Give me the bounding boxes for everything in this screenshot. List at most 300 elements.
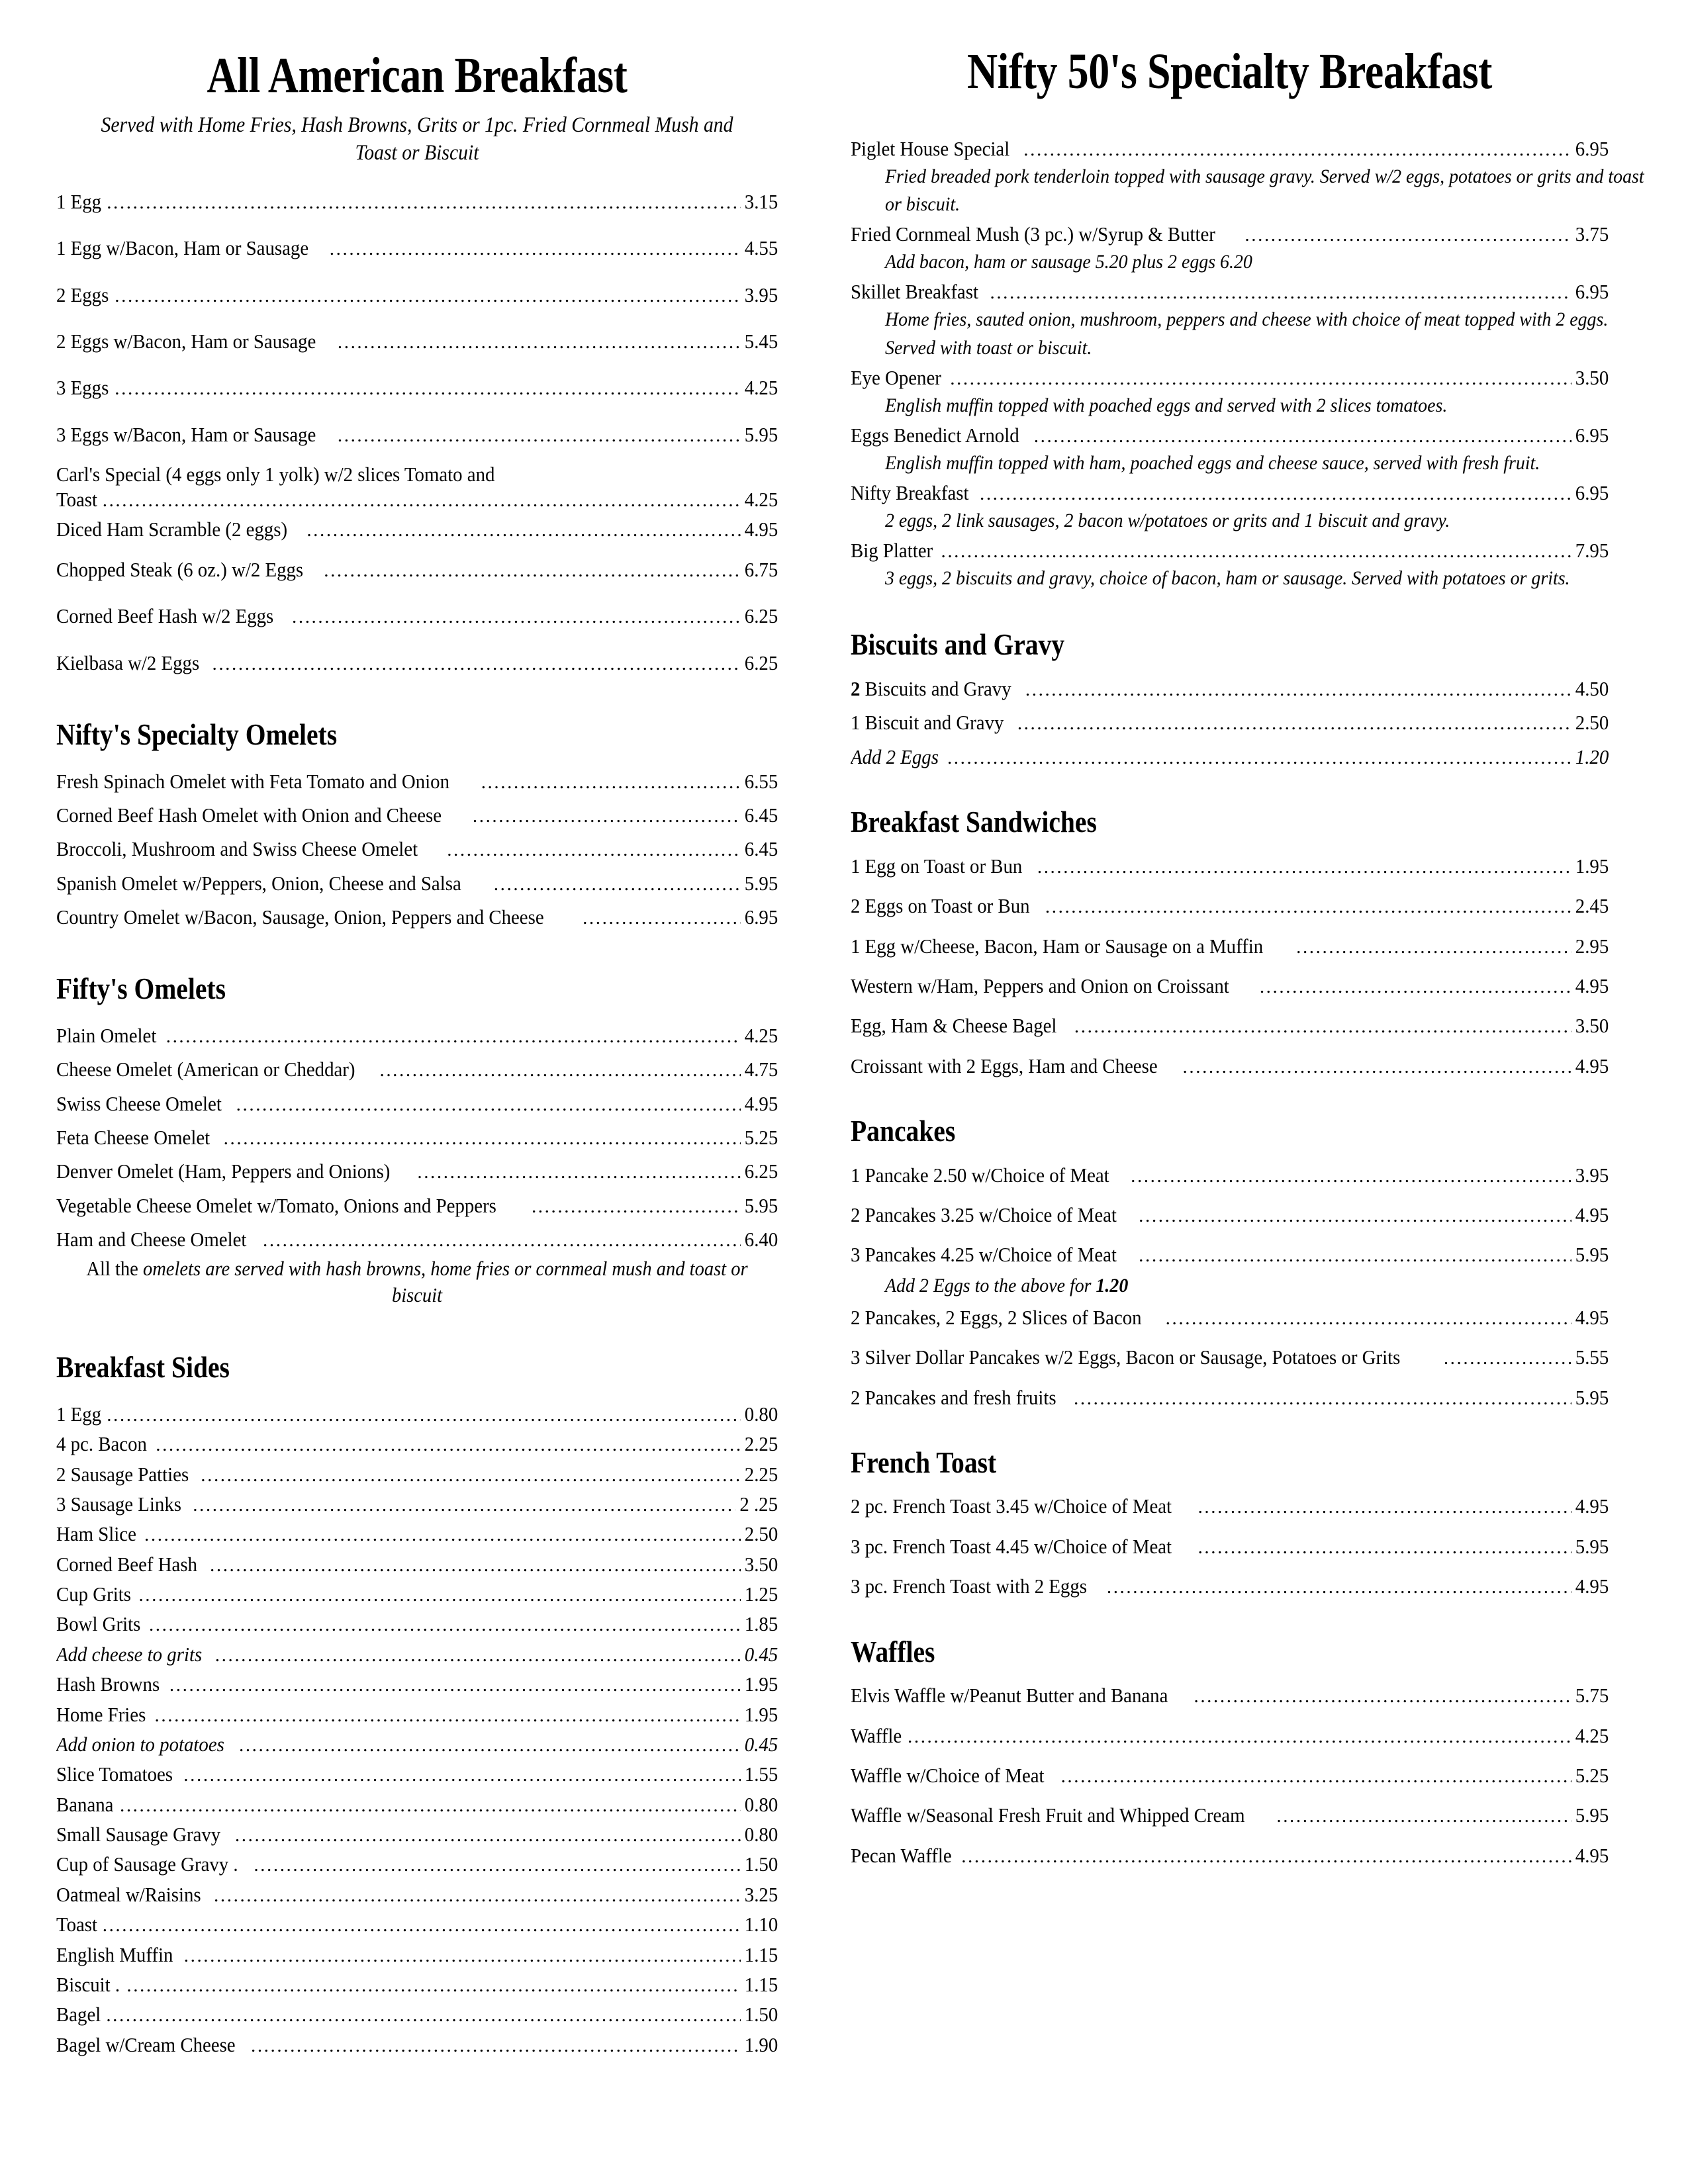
menu-item-row bbox=[56, 1642, 778, 1667]
menu-item-row bbox=[56, 1522, 778, 1547]
dot-leader bbox=[1260, 976, 1571, 999]
right-column-title: Nifty 50's Specialty Breakfast bbox=[966, 44, 1493, 99]
item-name: Pecan Waffle bbox=[851, 1843, 952, 1867]
dot-leader bbox=[156, 1433, 741, 1457]
menu-item-row bbox=[851, 974, 1609, 999]
item-name: 1 Egg on Toast or Bun bbox=[851, 854, 1023, 878]
menu-item-row bbox=[56, 1972, 778, 1997]
section-heading-breakfast-sides: Breakfast Sides bbox=[56, 1350, 230, 1385]
item-price: 4.25 bbox=[744, 376, 778, 400]
item-price: 1.85 bbox=[744, 1612, 778, 1636]
left-column-subtitle: Served with Home Fries, Hash Browns, Grits or 1pc. Fried Cornmeal Mush and Toast or Biscuit bbox=[101, 113, 733, 165]
item-price: 5.25 bbox=[744, 1126, 778, 1150]
item-name: 2 pc. French Toast 3.45 w/Choice of Meat bbox=[851, 1494, 1172, 1518]
item-price: 2 .25 bbox=[739, 1492, 778, 1516]
menu-item-row bbox=[56, 1125, 778, 1150]
item-price: 1.50 bbox=[744, 1852, 778, 1876]
item-price: 1.25 bbox=[744, 1582, 778, 1606]
item-price: 2.45 bbox=[1575, 894, 1609, 918]
item-name: Egg, Ham & Cheese Bagel bbox=[851, 1014, 1057, 1038]
dot-leader bbox=[1139, 1244, 1571, 1267]
menu-item-row bbox=[56, 1159, 778, 1184]
item-name: Banana bbox=[56, 1792, 114, 1816]
item-description: 3 eggs, 2 biscuits and gravy, choice of bacon, ham or sausage. Served with potatoes or grits. bbox=[885, 567, 1570, 589]
item-price: 4.95 bbox=[1575, 1843, 1609, 1867]
item-name-qty: 2 bbox=[851, 677, 861, 701]
dot-leader bbox=[583, 907, 741, 930]
item-name: Swiss Cheese Omelet bbox=[56, 1091, 222, 1115]
item-price: 5.95 bbox=[1575, 1385, 1609, 1409]
item-price: 4.95 bbox=[1575, 1305, 1609, 1329]
item-name: 3 pc. French Toast with 2 Eggs bbox=[851, 1574, 1087, 1598]
item-name: Feta Cheese Omelet bbox=[56, 1126, 211, 1150]
menu-item-row bbox=[851, 745, 1609, 770]
item-price: 0.45 bbox=[744, 1642, 778, 1666]
pancakes-add-eggs-amount: 1.20 bbox=[1096, 1274, 1129, 1297]
dot-leader bbox=[1131, 1165, 1571, 1188]
menu-item-row bbox=[56, 1912, 778, 1937]
dot-leader bbox=[103, 1914, 741, 1937]
item-name: Kielbasa w/2 Eggs bbox=[56, 651, 200, 674]
dot-leader bbox=[224, 1127, 741, 1150]
item-name: Eye Opener bbox=[851, 365, 941, 389]
pancakes-list bbox=[851, 1163, 1609, 1410]
item-name: 1 Egg bbox=[56, 1402, 102, 1426]
dot-leader bbox=[980, 482, 1571, 506]
dot-leader bbox=[254, 1854, 740, 1877]
menu-item-row bbox=[56, 557, 778, 582]
menu-item-row bbox=[56, 769, 778, 794]
item-name: Cheese Omelet (American or Cheddar) bbox=[56, 1058, 355, 1081]
breakfast-sandwiches-list bbox=[851, 854, 1609, 1079]
item-price: 0.45 bbox=[744, 1732, 778, 1756]
menu-item-row bbox=[56, 1492, 778, 1517]
menu-item-row bbox=[56, 1023, 778, 1048]
item-price: 2.25 bbox=[744, 1462, 778, 1486]
dot-leader bbox=[1198, 1536, 1571, 1559]
item-name: Skillet Breakfast bbox=[851, 280, 978, 304]
dot-leader bbox=[166, 1025, 741, 1048]
biscuits-and-gravy-list bbox=[851, 676, 1609, 770]
item-name: Western w/Ham, Peppers and Onion on Croissant bbox=[851, 974, 1229, 997]
menu-item-row bbox=[851, 480, 1609, 506]
dot-leader bbox=[1045, 895, 1571, 919]
dot-leader bbox=[138, 1584, 740, 1607]
menu-item-row bbox=[56, 1762, 778, 1787]
dot-leader bbox=[447, 839, 741, 862]
menu-item-row bbox=[851, 1203, 1609, 1228]
dot-leader bbox=[184, 1944, 741, 1968]
menu-item-row bbox=[56, 236, 778, 261]
item-price: 1.95 bbox=[744, 1672, 778, 1696]
specialty-omelets-list bbox=[56, 769, 778, 931]
dot-leader bbox=[481, 771, 741, 794]
item-price: 4.95 bbox=[1575, 974, 1609, 997]
item-price: 0.80 bbox=[744, 1402, 778, 1426]
menu-item-row bbox=[851, 676, 1609, 702]
item-name: 2 Pancakes and fresh fruits bbox=[851, 1385, 1056, 1409]
dot-leader bbox=[1061, 1765, 1571, 1788]
dot-leader bbox=[1183, 1056, 1571, 1079]
item-price: 4.25 bbox=[744, 1023, 778, 1047]
menu-item-row bbox=[851, 854, 1609, 879]
dot-leader bbox=[1017, 712, 1571, 735]
item-price: 1.95 bbox=[744, 1702, 778, 1726]
menu-item-row bbox=[851, 893, 1609, 919]
dot-leader bbox=[1444, 1347, 1571, 1370]
item-price: 6.75 bbox=[744, 557, 778, 581]
item-name: Toast bbox=[56, 1913, 98, 1936]
dot-leader bbox=[950, 367, 1571, 390]
item-name: Fried Cornmeal Mush (3 pc.) w/Syrup & Butter bbox=[851, 222, 1215, 246]
dot-leader bbox=[144, 1524, 741, 1547]
item-name: 3 Sausage Links bbox=[56, 1492, 181, 1516]
item-price: 4.50 bbox=[1575, 677, 1609, 701]
item-name: Nifty Breakfast bbox=[851, 480, 969, 504]
dot-leader bbox=[961, 1845, 1571, 1868]
item-price: 5.25 bbox=[1575, 1763, 1609, 1787]
item-price: 4.95 bbox=[744, 518, 778, 541]
item-price: 6.40 bbox=[744, 1228, 778, 1251]
dot-leader bbox=[120, 1794, 741, 1817]
dot-leader bbox=[338, 424, 741, 447]
item-name: 2 Eggs bbox=[56, 283, 109, 306]
item-description: English muffin topped with ham, poached eggs and cheese sauce, served with fresh fruit. bbox=[885, 451, 1540, 474]
item-price: 3.50 bbox=[1575, 1014, 1609, 1038]
item-name: Ham Slice bbox=[56, 1522, 136, 1546]
item-price: 2.95 bbox=[1575, 934, 1609, 958]
item-price: 3.25 bbox=[744, 1882, 778, 1906]
item-name: Small Sausage Gravy bbox=[56, 1823, 221, 1846]
menu-item-row bbox=[56, 1612, 778, 1637]
item-name: 3 Eggs bbox=[56, 376, 109, 400]
item-price: 3.50 bbox=[744, 1552, 778, 1576]
dot-leader bbox=[324, 559, 741, 582]
menu-item-row bbox=[851, 1385, 1609, 1410]
left-column-title: All American Breakfast bbox=[207, 48, 628, 103]
item-name: 4 pc. Bacon bbox=[56, 1432, 147, 1456]
dot-leader bbox=[115, 377, 741, 400]
item-price: 3.95 bbox=[1575, 1163, 1609, 1187]
item-price: 1.10 bbox=[744, 1913, 778, 1936]
item-name: Cup of Sausage Gravy . bbox=[56, 1852, 238, 1876]
menu-item-row bbox=[56, 1852, 778, 1877]
menu-item-row bbox=[851, 1054, 1609, 1079]
item-name: Bagel w/Cream Cheese bbox=[56, 2032, 236, 2056]
dot-leader bbox=[379, 1059, 740, 1082]
dot-leader bbox=[1107, 1576, 1571, 1599]
omelets-serving-note bbox=[85, 1255, 749, 1309]
menu-item-row bbox=[56, 1702, 778, 1727]
item-price: 6.55 bbox=[744, 769, 778, 793]
item-price: 6.95 bbox=[1575, 423, 1609, 447]
item-price: 6.45 bbox=[744, 803, 778, 827]
dot-leader bbox=[169, 1674, 741, 1697]
item-name-text: Biscuits and Gravy bbox=[860, 677, 1011, 701]
item-price: 3.15 bbox=[744, 189, 778, 213]
item-name: 1 Egg w/Bacon, Ham or Sausage bbox=[56, 236, 309, 260]
fiftys-omelets-list bbox=[56, 1023, 778, 1253]
dot-leader bbox=[126, 1974, 740, 1997]
dot-leader bbox=[107, 191, 741, 214]
item-name: 3 Silver Dollar Pancakes w/2 Eggs, Bacon or Sausage, Potatoes or Grits bbox=[851, 1345, 1401, 1369]
dot-leader bbox=[1296, 936, 1571, 959]
menu-item-row bbox=[851, 1683, 1609, 1708]
waffles-list bbox=[851, 1683, 1609, 1868]
nifty-specialty-list bbox=[851, 136, 1644, 593]
menu-item-row bbox=[56, 283, 778, 308]
item-price: 2.25 bbox=[744, 1432, 778, 1456]
item-name: Elvis Waffle w/Peanut Butter and Banana bbox=[851, 1684, 1168, 1707]
menu-item-row bbox=[56, 1432, 778, 1457]
menu-item-row bbox=[851, 365, 1609, 390]
item-price: 3.50 bbox=[1575, 365, 1609, 389]
item-name: 1 Biscuit and Gravy bbox=[851, 711, 1004, 735]
menu-item-row bbox=[56, 1552, 778, 1577]
item-price: 5.95 bbox=[744, 1193, 778, 1217]
item-name: Waffle w/Choice of Meat bbox=[851, 1763, 1045, 1787]
breakfast-sides-list bbox=[56, 1402, 778, 2058]
dot-leader bbox=[1023, 138, 1571, 161]
item-name: Piglet House Special bbox=[851, 136, 1010, 160]
section-heading-specialty-omelets: Nifty's Specialty Omelets bbox=[56, 717, 338, 751]
item-price: 1.55 bbox=[744, 1762, 778, 1786]
item-price: 6.25 bbox=[744, 651, 778, 674]
item-name: 1 Egg w/Cheese, Bacon, Ham or Sausage on a Muffin bbox=[851, 934, 1264, 958]
dot-leader bbox=[532, 1195, 741, 1218]
menu-item-row bbox=[851, 538, 1609, 563]
item-name: Add cheese to grits bbox=[56, 1642, 203, 1666]
menu-item-row bbox=[56, 1732, 778, 1757]
menu-item-row bbox=[56, 604, 778, 629]
dot-leader bbox=[1244, 224, 1571, 247]
item-price: 6.95 bbox=[1575, 480, 1609, 504]
item-price: 3.95 bbox=[744, 283, 778, 306]
item-price: 5.55 bbox=[1575, 1345, 1609, 1369]
menu-item-row bbox=[851, 1843, 1609, 1868]
item-price: 0.80 bbox=[744, 1823, 778, 1846]
menu-item-row bbox=[851, 1534, 1609, 1559]
item-price: 4.95 bbox=[1575, 1494, 1609, 1518]
dot-leader bbox=[215, 1644, 741, 1667]
menu-item-row bbox=[851, 710, 1609, 735]
item-price: 6.25 bbox=[744, 604, 778, 628]
right-column bbox=[841, 25, 1688, 1868]
dot-leader bbox=[417, 1161, 740, 1184]
dot-leader bbox=[1074, 1387, 1571, 1410]
dot-leader bbox=[941, 540, 1571, 563]
item-price: 4.25 bbox=[1575, 1723, 1609, 1747]
item-name: Oatmeal w/Raisins bbox=[56, 1882, 201, 1906]
menu-item-row bbox=[56, 375, 778, 400]
menu-item-row bbox=[56, 1672, 778, 1697]
item-name: 2 Sausage Patties bbox=[56, 1462, 189, 1486]
item-name: Fresh Spinach Omelet with Feta Tomato and Onion bbox=[56, 769, 449, 793]
item-name-line2-row bbox=[56, 487, 778, 512]
dot-leader bbox=[473, 805, 741, 828]
dot-leader bbox=[149, 1614, 741, 1637]
dot-leader bbox=[1025, 678, 1571, 702]
menu-item-row bbox=[56, 1792, 778, 1817]
section-heading-fiftys-omelets: Fifty's Omelets bbox=[56, 972, 226, 1006]
menu-item-row bbox=[56, 803, 778, 828]
dot-leader bbox=[908, 1725, 1571, 1749]
item-name: English Muffin bbox=[56, 1942, 173, 1966]
item-name: Corned Beef Hash Omelet with Onion and Cheese bbox=[56, 803, 442, 827]
menu-item-row bbox=[851, 1574, 1609, 1599]
item-name: Hash Browns bbox=[56, 1672, 160, 1696]
menu-item-row bbox=[851, 136, 1609, 161]
left-column bbox=[0, 25, 841, 2058]
item-name: Biscuit . bbox=[56, 1972, 120, 1996]
dot-leader bbox=[1074, 1015, 1571, 1038]
dot-leader bbox=[201, 1464, 741, 1487]
section-heading-waffles: Waffles bbox=[851, 1634, 935, 1668]
dot-leader bbox=[263, 1229, 741, 1252]
item-price: 6.95 bbox=[744, 905, 778, 929]
item-price: 1.15 bbox=[744, 1942, 778, 1966]
item-name: 1 Pancake 2.50 w/Choice of Meat bbox=[851, 1163, 1109, 1187]
dot-leader bbox=[235, 1824, 741, 1847]
item-description: Add bacon, ham or sausage 5.20 plus 2 eggs 6.20 bbox=[885, 251, 1252, 273]
all-american-breakfast-list bbox=[56, 189, 778, 676]
item-name: Chopped Steak (6 oz.) w/2 Eggs bbox=[56, 557, 304, 581]
item-name: Home Fries bbox=[56, 1702, 146, 1726]
dot-leader bbox=[947, 747, 1571, 770]
omelets-note-italic: omelets are served with hash browns, home fries or cornmeal mush and toast or biscuit bbox=[142, 1256, 748, 1306]
menu-item-row bbox=[851, 1345, 1609, 1370]
pancakes-add-eggs-prefix: Add 2 Eggs to the above for bbox=[885, 1274, 1096, 1297]
item-price: 4.95 bbox=[1575, 1203, 1609, 1227]
dot-leader bbox=[1194, 1685, 1571, 1708]
dot-leader bbox=[115, 285, 741, 308]
menu-item-row bbox=[56, 651, 778, 676]
menu-item-row bbox=[851, 1763, 1609, 1788]
menu-item-row bbox=[56, 1462, 778, 1487]
dot-leader bbox=[990, 281, 1571, 304]
item-name: 3 pc. French Toast 4.45 w/Choice of Meat bbox=[851, 1534, 1172, 1558]
menu-item-row bbox=[56, 1882, 778, 1907]
dot-leader bbox=[1037, 856, 1571, 879]
item-price: 3.75 bbox=[1575, 222, 1609, 246]
menu-item-row bbox=[56, 1822, 778, 1847]
item-price: 5.95 bbox=[1575, 1243, 1609, 1267]
item-name: Bagel bbox=[56, 2003, 101, 2026]
dot-leader bbox=[103, 489, 741, 512]
menu-item-row bbox=[851, 423, 1609, 448]
item-name: Cup Grits bbox=[56, 1582, 131, 1606]
dot-leader bbox=[306, 519, 740, 542]
menu-item-row bbox=[56, 1193, 778, 1218]
menu-item-row bbox=[56, 1942, 778, 1968]
menu-item-row bbox=[56, 837, 778, 862]
item-name-line1: Carl's Special (4 eggs only 1 yolk) w/2 slices Tomato and bbox=[56, 463, 495, 486]
item-price: 1.90 bbox=[744, 2032, 778, 2056]
menu-item-row bbox=[56, 329, 778, 354]
item-price: 0.80 bbox=[744, 1792, 778, 1816]
item-price: 6.95 bbox=[1575, 280, 1609, 304]
menu-item-row bbox=[56, 2032, 778, 2058]
menu-item-row bbox=[56, 517, 778, 542]
item-name: Eggs Benedict Arnold bbox=[851, 423, 1019, 447]
dot-leader bbox=[214, 1884, 741, 1907]
menu-item-row bbox=[56, 1091, 778, 1116]
dot-leader bbox=[330, 238, 741, 261]
dot-leader bbox=[494, 873, 741, 896]
section-heading-biscuits-and-gravy: Biscuits and Gravy bbox=[851, 627, 1065, 662]
dot-leader bbox=[239, 1734, 741, 1757]
dot-leader bbox=[251, 2034, 741, 2058]
menu-item-row bbox=[56, 189, 778, 214]
item-price: 5.95 bbox=[1575, 1803, 1609, 1827]
menu-item-row bbox=[851, 1242, 1609, 1267]
item-price: 6.95 bbox=[1575, 136, 1609, 160]
item-name: 3 Eggs w/Bacon, Ham or Sausage bbox=[56, 422, 316, 446]
item-name: Bowl Grits bbox=[56, 1612, 141, 1636]
item-price: 4.55 bbox=[744, 236, 778, 260]
item-name: 3 Pancakes 4.25 w/Choice of Meat bbox=[851, 1243, 1117, 1267]
item-price: 1.15 bbox=[744, 1972, 778, 1996]
item-name: Country Omelet w/Bacon, Sausage, Onion, Peppers and Cheese bbox=[56, 905, 544, 929]
menu-item-row bbox=[851, 1494, 1609, 1519]
item-name: Add 2 Eggs bbox=[851, 745, 939, 768]
item-name: Corned Beef Hash bbox=[56, 1552, 197, 1576]
menu-item-row bbox=[851, 1305, 1609, 1330]
dot-leader bbox=[236, 1093, 741, 1116]
item-name bbox=[851, 676, 1011, 702]
item-name: 2 Eggs w/Bacon, Ham or Sausage bbox=[56, 330, 316, 353]
dot-leader bbox=[107, 1404, 741, 1427]
item-name: 2 Eggs on Toast or Bun bbox=[851, 894, 1030, 918]
menu-item-row bbox=[851, 1013, 1609, 1038]
item-name: 2 Pancakes 3.25 w/Choice of Meat bbox=[851, 1203, 1117, 1227]
french-toast-list bbox=[851, 1494, 1609, 1599]
item-price: 1.20 bbox=[1575, 745, 1609, 768]
menu-item-row bbox=[56, 1057, 778, 1082]
item-name: Diced Ham Scramble (2 eggs) bbox=[56, 518, 288, 541]
menu-item-row-wrapped bbox=[56, 462, 778, 512]
item-price: 5.95 bbox=[744, 422, 778, 446]
dot-leader bbox=[338, 331, 741, 354]
item-name: Add onion to potatoes bbox=[56, 1732, 224, 1756]
item-name: Waffle bbox=[851, 1723, 902, 1747]
item-price: 5.75 bbox=[1575, 1684, 1609, 1707]
menu-item-row bbox=[851, 934, 1609, 959]
pancakes-add-eggs-note bbox=[885, 1273, 1558, 1298]
dot-leader bbox=[106, 2004, 740, 2027]
menu-item-row bbox=[56, 1402, 778, 1427]
item-price: 5.45 bbox=[744, 330, 778, 353]
item-price: 1.50 bbox=[744, 2003, 778, 2026]
item-description: Fried breaded pork tenderloin topped with sausage gravy. Served w/2 eggs, potatoes or grits and toast or biscuit. bbox=[885, 165, 1644, 216]
dot-leader bbox=[292, 606, 741, 629]
dot-leader bbox=[1139, 1205, 1571, 1228]
section-heading-pancakes: Pancakes bbox=[851, 1114, 956, 1148]
omelets-note-prefix: All the bbox=[86, 1256, 143, 1280]
item-name: 2 Pancakes, 2 Eggs, 2 Slices of Bacon bbox=[851, 1305, 1142, 1329]
item-price: 6.45 bbox=[744, 837, 778, 861]
item-name: Vegetable Cheese Omelet w/Tomato, Onions and Peppers bbox=[56, 1193, 496, 1217]
dot-leader bbox=[1166, 1307, 1571, 1330]
menu-item-row bbox=[851, 1723, 1609, 1749]
section-heading-breakfast-sandwiches: Breakfast Sandwiches bbox=[851, 805, 1097, 839]
item-price: 6.25 bbox=[744, 1160, 778, 1183]
dot-leader bbox=[1198, 1496, 1571, 1519]
item-price: 5.95 bbox=[1575, 1534, 1609, 1558]
dot-leader bbox=[155, 1704, 741, 1727]
menu-item-row bbox=[56, 1227, 778, 1252]
menu-item-row bbox=[851, 279, 1609, 304]
